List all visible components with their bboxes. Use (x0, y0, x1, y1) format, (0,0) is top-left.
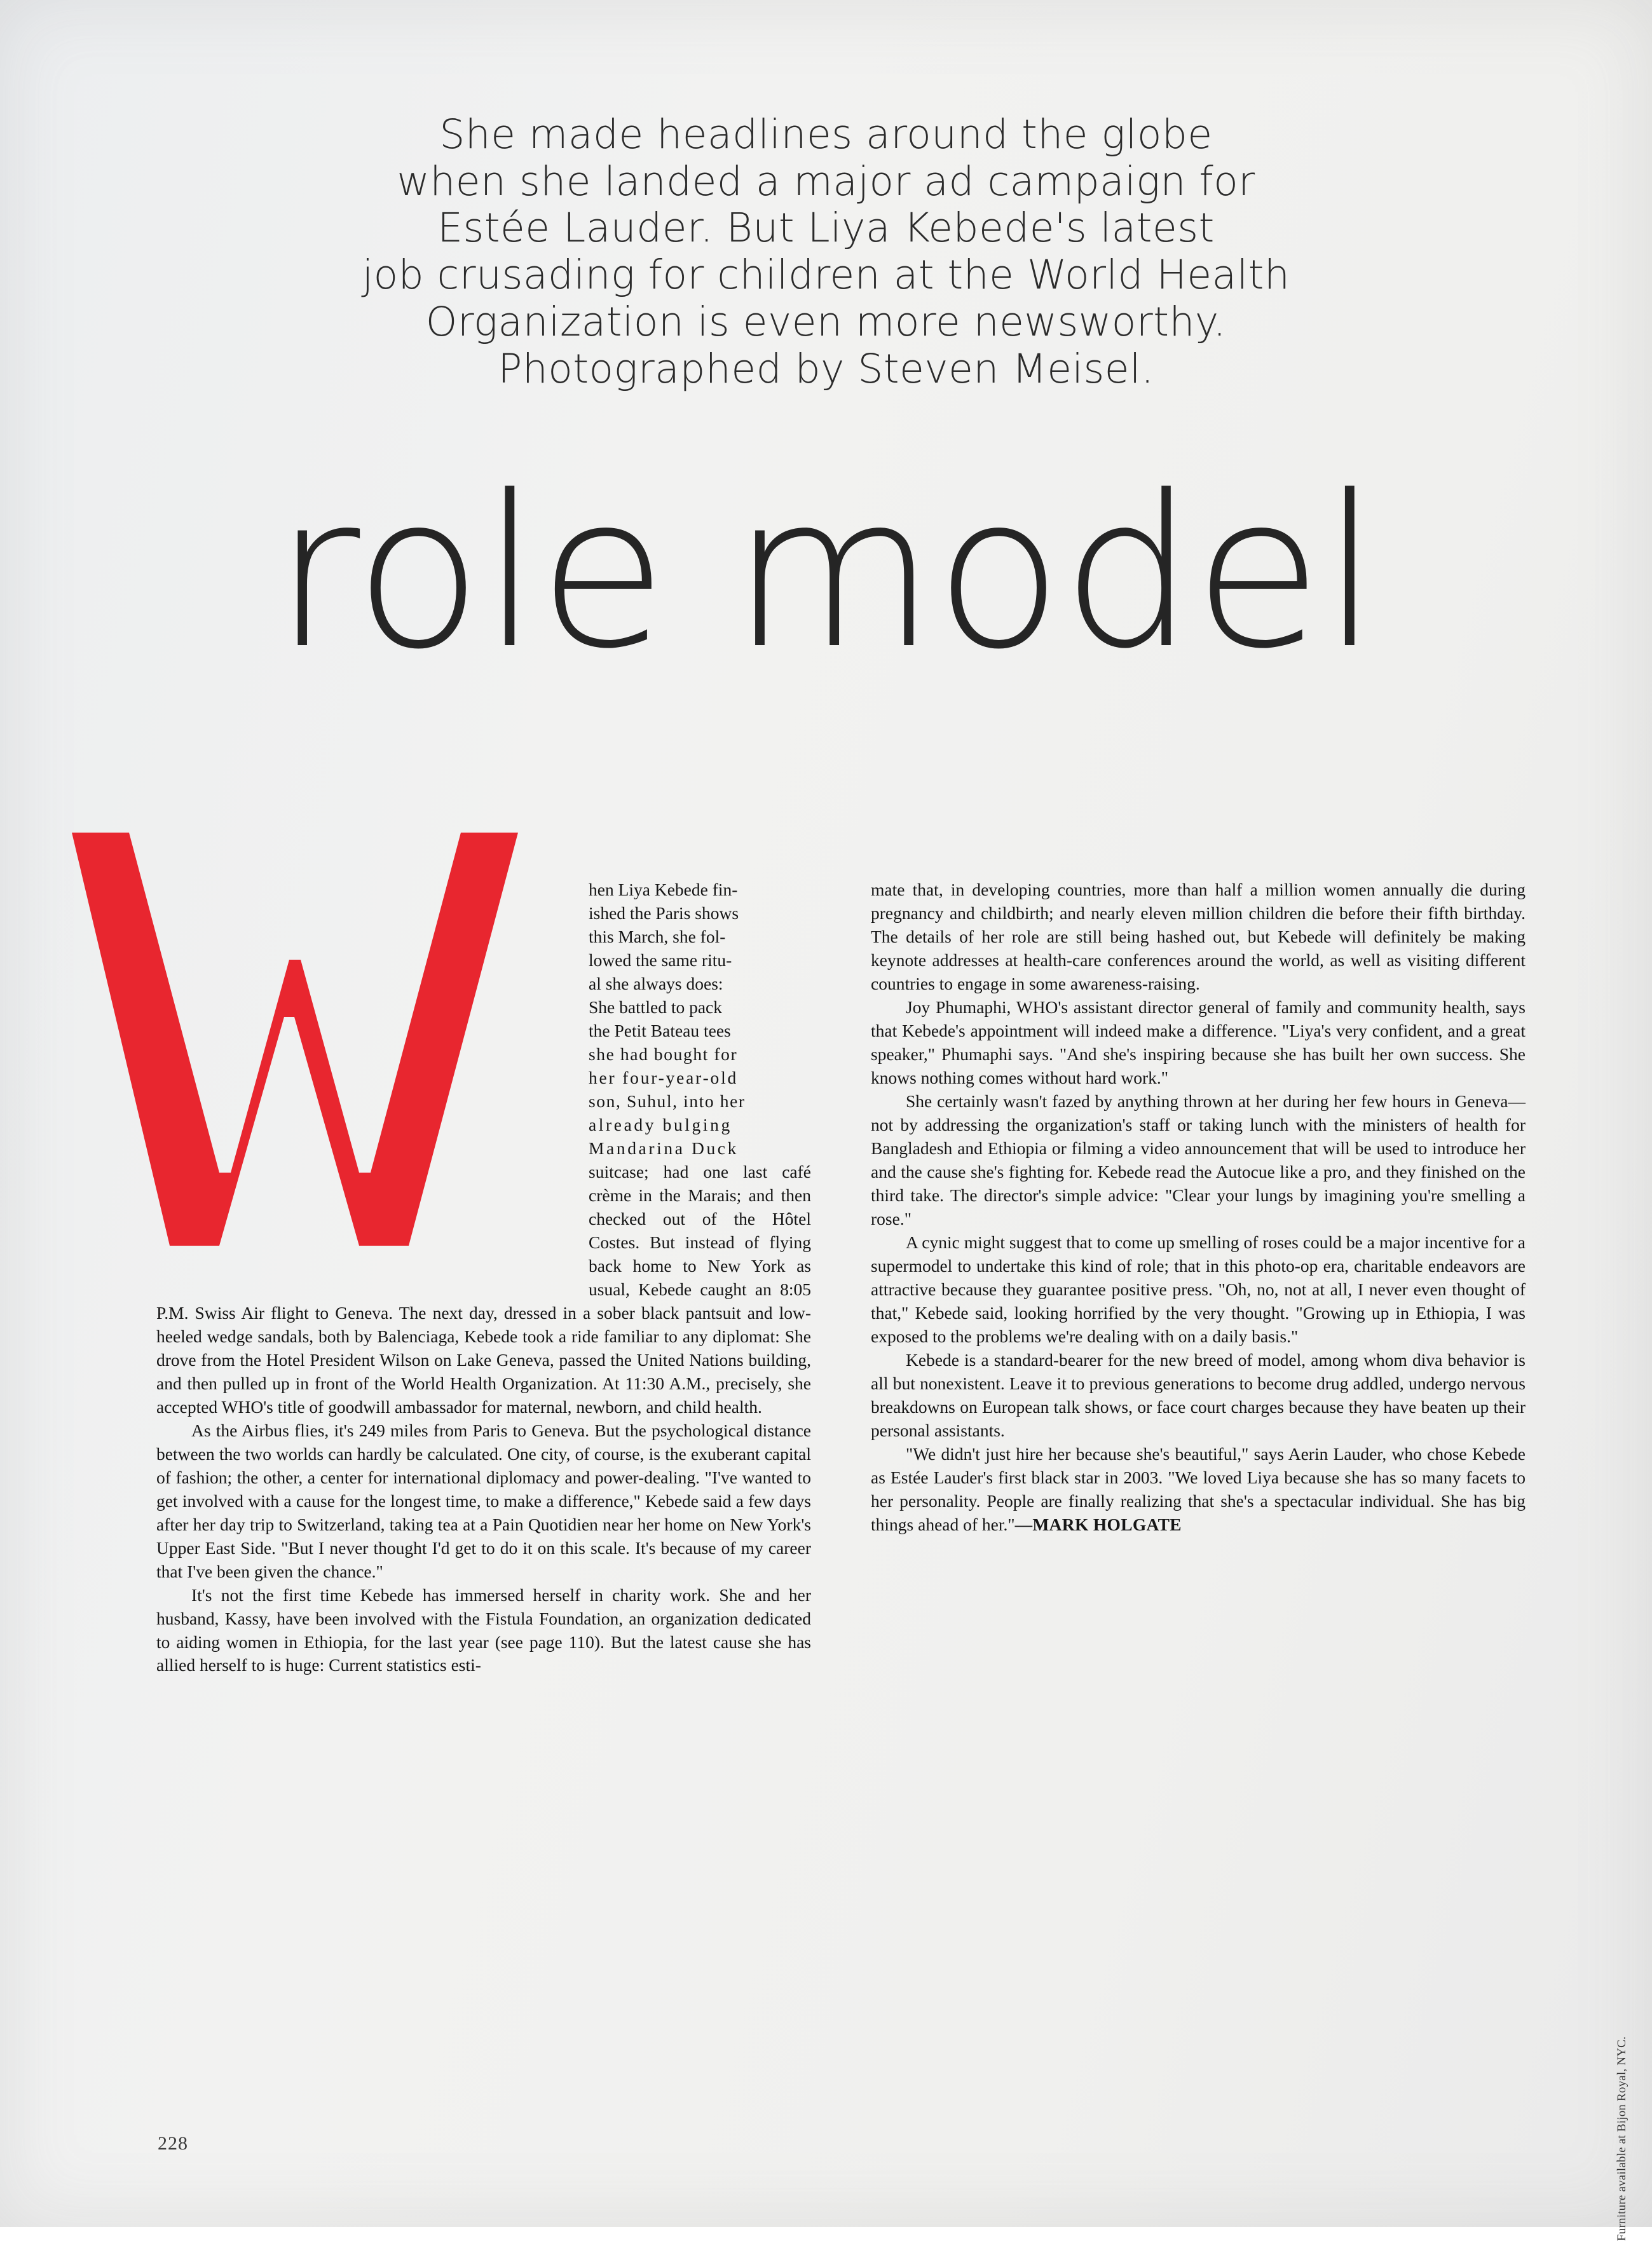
lede-line-1: hen Liya Kebede fin- (589, 880, 738, 899)
side-credit: Furniture available at Bijon Royal, NYC. (1615, 2036, 1628, 2241)
lede-line-10: son, Suhul, into her (589, 1091, 746, 1111)
page-title: role model (273, 451, 1379, 695)
lede-line-11: already bulging (589, 1114, 732, 1134)
right-paragraph-3: She certainly wasn't fazed by anything thrown at her during her few hours in Geneva—not by addressing the organization's staff or taking lunch with the ministers of health for Bangladesh and Ethiopia or filming a video announcement that will be used to introduce her and the cause she's fighting for. Kebede read the Autocue like a pro, and they finished on the third take. The director's simple advice: "Clear your lungs by imagining you're smelling a rose." (871, 1091, 1526, 1229)
lede-line-8: she had bought for (589, 1044, 738, 1064)
body-column-right (871, 878, 1526, 1537)
right-paragraph-5: Kebede is a standard-bearer for the new breed of model, among whom diva behavior is all but nonexistent. Leave it to previous generations to become drug addled, undergo nervous breakdowns on European talk shows, or face court charges because they have beaten up their personal assistants. (871, 1349, 1526, 1440)
right-paragraph-6-text: "We didn't just hire her because she's beautiful," says Aerin Lauder, who chose Kebede as Estée Lauder's first black star in 2003. "We loved Liya because she has so many facets to her personality. People are finally realizing that she's a spectacular individual. She has big things ahead of her." (871, 1443, 1526, 1534)
left-paragraph-3: It's not the first time Kebede has immersed herself in charity work. She and her husband, Kassy, have been involved with the Fistula Foundation, an organization dedicated to aiding women in Ethiopia, for the last year (see page 110). But the latest cause she has allied herself to is huge: Current statistics esti- (156, 1584, 811, 1675)
right-paragraph-1: mate that, in developing countries, more than half a million women annually die during pregnancy and childbirth; and nearly eleven million children die before their fifth birthday. The details of her role are still being hashed out, but Kebede will definitely be making keynote addresses at health-care conferences around the world, as well as visiting different countries to engage in some awareness-raising. (871, 880, 1526, 993)
lede-line-2: ished the Paris shows (589, 903, 739, 923)
dropcap-text-wrap (156, 878, 589, 1295)
dek-line-5: Organization is even more newsworthy. (425, 298, 1227, 345)
right-paragraph-6 (871, 1443, 1526, 1537)
lede-line-12: Mandarina Duck (589, 1138, 739, 1158)
dek-line-1: She made headlines around the globe (439, 111, 1213, 158)
right-paragraph-2: Joy Phumaphi, WHO's assistant director general of family and community health, says that Kebede's appointment will indeed make a difference. "Liya's very confident, and a great speaker," Phumaphi says. "And she's inspiring because she has built her own success. She knows nothing comes without hard work." (871, 997, 1526, 1087)
right-paragraph-4: A cynic might suggest that to come up smelling of roses could be a major incentive for a supermodel to undertake this kind of role; that in this photo-op era, charitable endeavors are attractive because they guarantee positive press. "Oh, no, not at all, I never even thought of that," Kebede said, looking horrified by the very thought. "Growing up in Ethiopia, I was exposed to the problems we're dealing with on a daily basis." (871, 1232, 1526, 1346)
lede-line-9: her four-year-old (589, 1067, 739, 1087)
article-byline: —MARK HOLGATE (1014, 1514, 1182, 1534)
lede-line-4: lowed the same ritu- (589, 950, 732, 970)
lede-line-5: al she always does: (589, 973, 723, 993)
dek-line-6: Photographed by Steven Meisel. (498, 345, 1154, 392)
lede-line-6: She battled to pack (589, 997, 723, 1017)
lede-line-7: the Petit Bateau tees (589, 1020, 731, 1040)
left-paragraph-2: As the Airbus flies, it's 249 miles from Paris to Geneva. But the psychological distance between the two worlds can hardly be calculated. One city, of course, is the exuberant capital of fashion; the other, a center for international diplomacy and power-dealing. "I've wanted to get involved with a cause for the longest time, to make a difference," Kebede said a few days after her day trip to Switzerland, taking tea at a Pain Quotidien near her home on New York's Upper East Side. "But I never thought I'd get to do it on this scale. It's because of my career that I've been given the chance." (156, 1420, 811, 1581)
dek-line-4: job crusading for children at the World Health (362, 252, 1290, 299)
left-paragraph-1: suitcase; had one last café crème in the Marais; and then checked out of the Hôtel Costes. But instead of flying back home to New York as usual, Kebede caught an 8:05 P.M. Swiss Air flight to Geneva. The next day, dressed in a sober black pantsuit and low-heeled wedge sandals, both by Balenciaga, Kebede took a ride familiar to any diplomat: She drove from the Hotel President Wilson on Lake Geneva, passed the United Nations building, and then pulled up in front of the World Health Organization. At 11:30 A.M., precisely, she accepted WHO's title of goodwill ambassador for maternal, newborn, and child health. (156, 1161, 811, 1417)
page-number: 228 (158, 2133, 188, 2154)
body-column-left (156, 878, 811, 1677)
lede-line-3: this March, she fol- (589, 926, 726, 946)
lede-paragraph (589, 878, 811, 1161)
dek-line-3: Estée Lauder. But Liya Kebede's latest (437, 205, 1215, 252)
article-dek (0, 111, 1652, 392)
dek-line-2: when she landed a major ad campaign for (397, 158, 1255, 205)
